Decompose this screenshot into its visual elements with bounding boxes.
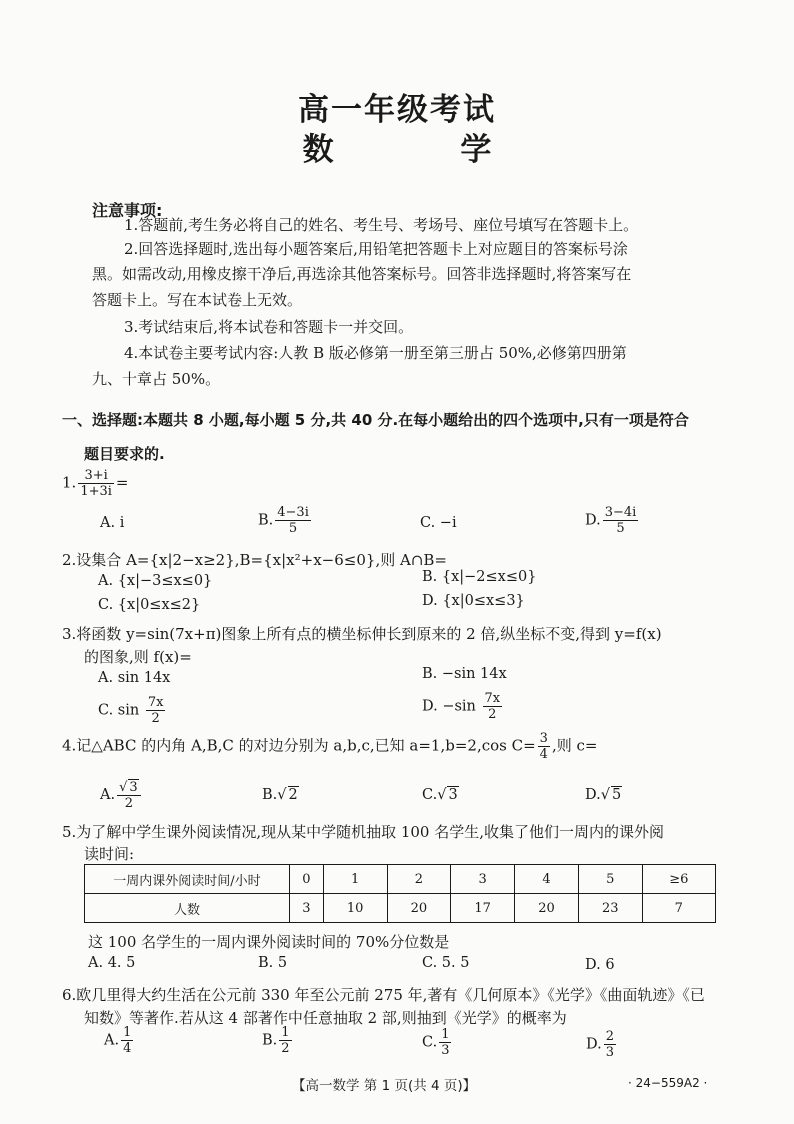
question-5-stem-cont: 读时间:: [84, 845, 135, 863]
table-cell: 0: [290, 865, 324, 894]
table-cell: 17: [451, 894, 515, 923]
q5-option-c: C. 5. 5: [422, 955, 470, 971]
q1-option-d: D. $\frac{3-4i}{5}$: [585, 505, 637, 536]
q5-option-b: B. 5: [258, 955, 288, 971]
section-heading: 一、选择题:本题共 8 小题,每小题 5 分,共 40 分.在每小题给出的四个选项中,只有一项是符合: [62, 411, 689, 429]
table-cell: 7: [642, 894, 715, 923]
question-5-stem: 5.为了解中学生课外阅读情况,现从某中学随机抽取 100 名学生,收集了他们一周内的课外阅: [62, 823, 665, 841]
exam-code: · 24−559A2 ·: [628, 1076, 708, 1090]
notice-item-2a: 2.回答选择题时,选出每小题答案后,用铅笔把答题卡上对应题目的答案标号涂: [124, 240, 628, 258]
page-footer: 【高一数学 第 1 页(共 4 页)】: [292, 1078, 477, 1094]
q3-option-a: A. sin 14x: [98, 670, 171, 686]
q4-option-b: B.√ 2: [262, 787, 298, 803]
question-5-prompt: 这 100 名学生的一周内课外阅读时间的 70%分位数是: [88, 933, 450, 951]
q6-option-a: A. $\frac{1}{4}$: [104, 1025, 132, 1056]
table-header-cell: 人数: [85, 894, 290, 923]
notice-item-2b: 黑。如需改动,用橡皮擦干净后,再选涂其他答案标号。回答非选择题时,将答案写在: [92, 265, 632, 283]
table-cell: 10: [323, 894, 387, 923]
question-1-stem: 1. $\frac{3+i}{1+3i}$ =: [62, 468, 129, 499]
table-cell: 3: [451, 865, 515, 894]
table-cell: 20: [387, 894, 451, 923]
table-cell: ≥6: [642, 865, 715, 894]
notice-item-4a: 4.本试卷主要考试内容:人教 B 版必修第一册至第三册占 50%,必修第四册第: [124, 344, 627, 362]
table-header-cell: 一周内课外阅读时间/小时: [85, 865, 290, 894]
q1-option-b: B. $\frac{4-3i}{5}$: [258, 505, 309, 536]
q1-fraction: $\frac{3+i}{1+3i}$: [80, 468, 112, 499]
table-row: [85, 894, 716, 923]
q4-option-a: A. $\frac{√ 3}{2}$: [100, 779, 143, 811]
q3-option-b: B. −sin 14x: [422, 666, 507, 682]
q5-option-d: D. 6: [585, 957, 615, 973]
table-cell: 4: [515, 865, 579, 894]
q4-option-d: D.√ 5: [585, 787, 622, 803]
notice-item-4b: 九、十章占 50%。: [92, 370, 221, 388]
question-3-stem-cont: 的图象,则 f(x)=: [84, 648, 192, 666]
reading-time-table: [84, 864, 716, 923]
section-heading-cont: 题目要求的.: [84, 445, 165, 463]
table-cell: 23: [578, 894, 642, 923]
table-cell: 2: [387, 865, 451, 894]
notice-heading: 注意事项:: [92, 201, 163, 220]
exam-title: 高一年级考试: [298, 92, 496, 128]
question-2-stem: 2.设集合 A={x|2−x≥2},B={x|x²+x−6≤0},则 A∩B=: [62, 551, 447, 569]
q4-option-c: C.√ 3: [422, 787, 458, 803]
q3-option-c: C. sin $\frac{7x}{2}$: [98, 695, 164, 726]
q3-option-d: D. −sin $\frac{7x}{2}$: [422, 691, 501, 722]
question-3-stem: 3.将函数 y=sin(7x+π)图象上所有点的横坐标伸长到原来的 2 倍,纵坐标不变,得到 y=f(x): [62, 625, 662, 643]
exam-subject: 数 学: [302, 132, 550, 168]
q2-option-c: C. {x|0≤x≤2}: [98, 597, 201, 613]
question-6-stem: 6.欧几里得大约生活在公元前 330 年至公元前 275 年,著有《几何原本》《光学》《曲面轨迹》《已: [62, 986, 705, 1004]
notice-item-1: 1.答题前,考生务必将自己的姓名、考生号、考场号、座位号填写在答题卡上。: [124, 216, 639, 234]
q1-option-c: C. −i: [420, 515, 457, 531]
q1-option-a: A. i: [100, 515, 125, 531]
question-4-stem: 4.记△ABC 的内角 A,B,C 的对边分别为 a,b,c,已知 a=1,b=2,cos C= $\frac{3}{4}$ ,则 c=: [62, 731, 598, 762]
notice-item-3: 3.考试结束后,将本试卷和答题卡一并交回。: [124, 318, 414, 336]
q6-option-c: C. $\frac{1}{3}$: [422, 1027, 450, 1058]
notice-item-2c: 答题卡上。写在本试卷上无效。: [92, 291, 303, 309]
q2-option-b: B. {x|−2≤x≤0}: [422, 569, 537, 585]
table-cell: 3: [290, 894, 324, 923]
q6-option-b: B. $\frac{1}{2}$: [262, 1025, 290, 1056]
q2-option-d: D. {x|0≤x≤3}: [422, 593, 525, 609]
q2-option-a: A. {x|−3≤x≤0}: [98, 573, 213, 589]
q6-option-d: D. $\frac{2}{3}$: [586, 1029, 614, 1060]
table-cell: 5: [578, 865, 642, 894]
table-cell: 20: [515, 894, 579, 923]
table-row: [85, 865, 716, 894]
q5-option-a: A. 4. 5: [88, 955, 136, 971]
table-cell: 1: [323, 865, 387, 894]
question-6-stem-cont: 知数》等著作.若从这 4 部著作中任意抽取 2 部,则抽到《光学》的概率为: [84, 1009, 567, 1027]
